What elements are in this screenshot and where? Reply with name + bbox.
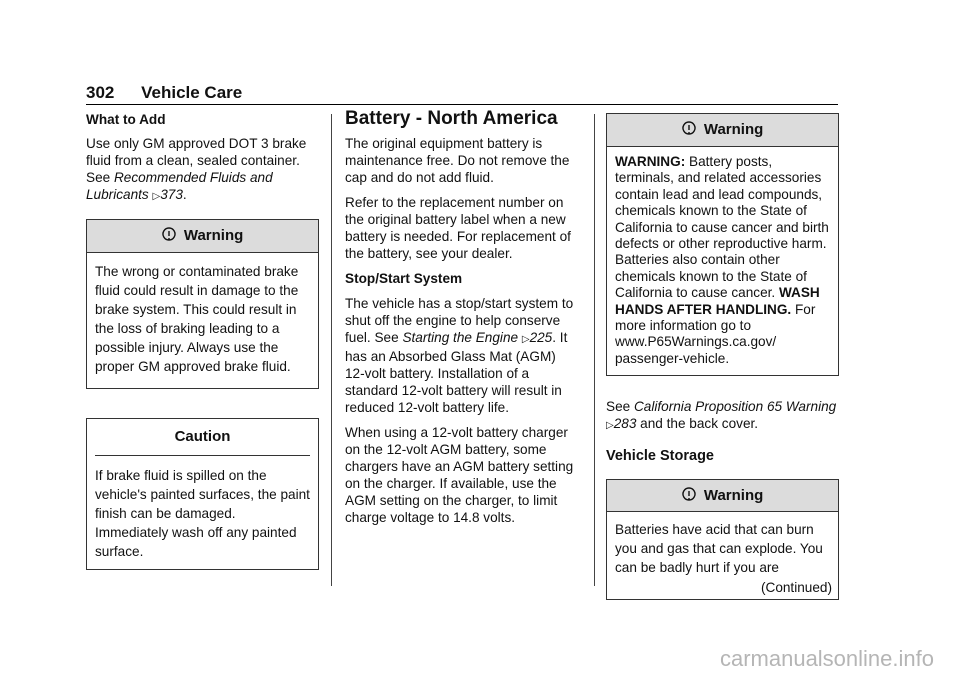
warning-text: Battery posts, terminals, and related accessories contain lead and lead compounds, chemicals known to the State of California to cause cancer and birth defects or other reproductive harm. Batteries also contain other chemicals known to the State of California to cause cancer. xyxy=(615,154,829,301)
battery-paragraph-2: Refer to the replacement number on the original battery label when a new battery is needed. For replacement of the battery, see your dealer. xyxy=(345,195,571,261)
stop-start-heading: Stop/Start System xyxy=(345,271,463,286)
battery-paragraph-1: The original equipment battery is maintenance free. Do not remove the cap and do not add fluid. xyxy=(345,136,570,185)
page-ref-number[interactable]: 373 xyxy=(160,187,183,202)
warning-header xyxy=(87,220,318,253)
starting-engine-link[interactable]: Starting the Engine xyxy=(402,330,519,345)
california-prop65-link[interactable]: California Proposition 65 Warning xyxy=(633,399,837,415)
warning-header xyxy=(607,114,838,147)
page-ref-number[interactable]: 283 xyxy=(613,416,637,432)
page-ref-number[interactable]: 225 xyxy=(529,330,553,345)
warning-label: WARNING: xyxy=(615,154,686,169)
warning-tail: For more information go to www.P65Warnings.ca.gov/ passenger-vehicle. xyxy=(615,301,816,366)
right-column xyxy=(606,113,839,600)
left-column xyxy=(86,111,319,570)
warning-icon xyxy=(162,227,180,244)
warning-title: Warning xyxy=(703,121,764,138)
middle-column xyxy=(345,110,579,534)
page-ref-arrow-icon: ▷ xyxy=(152,191,161,202)
caution-body: If brake fluid is spilled on the vehicle's painted surfaces, the paint finish can be damaged. Immediately wash off any painted surface. xyxy=(95,468,310,559)
warning-title: Warning xyxy=(703,487,764,505)
para-text-end: and the back cover. xyxy=(636,416,759,432)
column-divider-left xyxy=(331,114,332,586)
para-text: Use only GM approved DOT 3 brake fluid from a clean, sealed container. See xyxy=(86,136,307,185)
what-to-add-heading: What to Add xyxy=(86,112,166,127)
para-text: See xyxy=(606,399,634,415)
battery-paragraph-4: When using a 12-volt battery charger on the 12-volt AGM battery, some chargers have an AGM battery setting on the charger. If available, use the AGM setting on the charger, to limit charge voltage to 14.8 volts. xyxy=(345,425,574,525)
wash-hands-text: WASH HANDS AFTER HANDLING. xyxy=(615,285,820,317)
para-text: The vehicle has a stop/start system to shut off the engine to help conserve fuel. See xyxy=(345,296,574,345)
storage-warning-body: Batteries have acid that can burn you and gas that can explode. You can be badly hurt if you are xyxy=(615,522,823,576)
warning-body: The wrong or contaminated brake fluid could result in damage to the brake system. This could result in the loss of braking leading to a possible injury. Always use the proper GM approved brake fluid. xyxy=(95,264,299,374)
page-ref-arrow-icon: ▷ xyxy=(521,334,530,345)
lead-warning-box xyxy=(606,113,839,376)
section-title: Vehicle Care xyxy=(141,83,243,102)
watermark: carmanualsonline.info xyxy=(719,646,934,671)
continued-label: (Continued) xyxy=(760,580,832,596)
warning-icon xyxy=(682,487,700,504)
brake-fluid-caution-box xyxy=(86,418,319,570)
para-text-end: . It has an Absorbed Glass Mat (AGM) 12-volt battery. Installation of a standard 12-volt battery will result in reduced 12-volt battery life. xyxy=(345,330,568,415)
see-california-paragraph xyxy=(606,398,839,434)
page-number: 302 xyxy=(86,83,115,102)
what-to-add-paragraph xyxy=(86,135,319,205)
column-divider-right xyxy=(594,114,595,586)
warning-title: Warning xyxy=(183,227,244,244)
brake-fluid-warning-box xyxy=(86,219,319,389)
page-ref-arrow-icon: ▷ xyxy=(606,420,614,432)
battery-paragraph-3 xyxy=(345,295,579,416)
recommended-fluids-link[interactable]: Recommended Fluids and Lubricants xyxy=(86,170,273,202)
caution-header: Caution xyxy=(174,428,231,445)
warning-icon xyxy=(682,121,700,138)
lead-warning-body xyxy=(607,147,838,375)
battery-section-title: Battery - North America xyxy=(345,108,558,129)
header-rule xyxy=(86,104,838,105)
warning-header xyxy=(607,480,838,512)
para-end: . xyxy=(182,187,187,202)
page-header xyxy=(86,83,242,103)
vehicle-storage-heading: Vehicle Storage xyxy=(606,448,714,465)
storage-warning-box xyxy=(606,479,839,600)
